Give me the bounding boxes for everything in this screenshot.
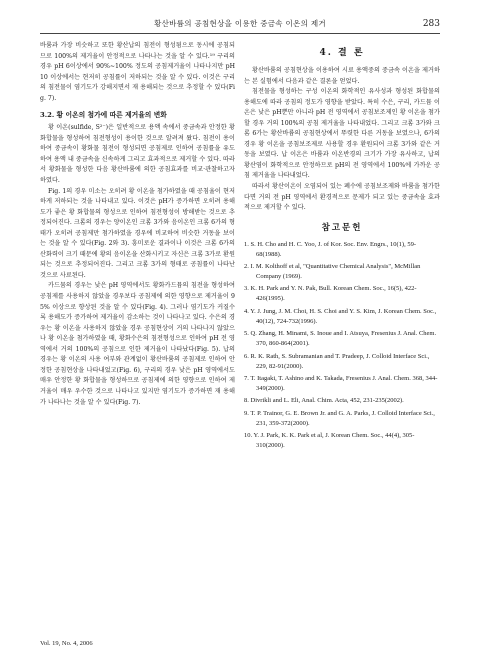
reference-item: 10. Y. J. Park, K. K. Park et al, J. Korean Chem. Soc., 44(4), 305-310(2000). — [244, 432, 415, 450]
reference-item: 9. T. P. Trainor, G. E. Brown Jr. and G. A. Parks, J. Colloid Interface Sci., 231, 359-372(2000). — [244, 409, 435, 427]
references-title: 참고문헌 — [321, 222, 363, 233]
reference-item: 1. S. H. Cho and H. C. Yoo, J. of Kor. Soc. Env. Engrs., 10(1), 59-68(1988). — [244, 240, 417, 258]
page-number: 283 — [422, 19, 440, 29]
reference-item: 2. I. M. Kolthoff et al, "Quantitative Chemical Analysis", McMillan Company (1969). — [244, 263, 421, 281]
right-column — [244, 41, 440, 454]
paragraph: 황산바륨의 공침현상을 이용하여 시료 용액중의 중금속 이온을 제거하는 본 실험에서 다음과 같은 결론을 얻었다. — [244, 67, 440, 85]
reference-item: 4. Y. J. Jung, J. M. Choi, H. S. Choi and Y. S. Kim, J. Korean Chem. Soc., 40(12), 724-732(1996). — [244, 307, 437, 325]
reference-item: 7. T. Itagaki, T. Ashino and K. Takada, Fresenius J. Anal. Chem. 368, 344-349(2000). — [244, 375, 438, 392]
footer-volume: Vol. 19, No. 4, 2006 — [40, 640, 93, 647]
subsection-title: 3.2. 황 이온의 첨가에 따른 제거율의 변화 — [40, 111, 167, 120]
section-title-conclusion: 4. 결 론 — [319, 48, 365, 58]
paragraph: Fig. 1의 경우 미소는 오히려 황 이온을 첨가하였을 때 공침율이 현저하게 저하되는 것을 나타내고 있다. 이것은 pH가 증가하면 오히려 용해도가 좋은 황 화합물의 형성으로 인하여 침전형성이 방해받는 것으로 추정되어진다. 크롬의 경우는 양이온인 크롬 3가와 음이온인 크롬 6가의 형태가 오히려 공침제만 첨가하였을 경우에 비교하여 비슷한 거동을 보이는 것을 알 수 있다(Fig. 2와 3). 흥미로운 결과이나 이것은 크롬 6가의 산화력이 크기 때문에 황의 음이온을 산화시키고 자신은 크롬 3가로 환원되는 것으로 추정되어진다. 그리고 크롬 3가의 형태로 공침률이 나타난 것으로 사료된다. — [40, 187, 235, 279]
header-rule — [40, 33, 440, 34]
paragraph: 카드뮴의 경우는 낮은 pH 영역에서도 황화카드뮴의 침전을 형성하여 공침제를 사용하지 않았을 경우보다 공침제에 의한 영향으로 제거율이 95% 이상으로 향상된 것을 알 수 있다(Fig. 4). 그러나 염기도가 커질수록 용해도가 증가하여 제거율이 감소하는 것이 나타나고 있다. 수은의 경우는 황 이온을 사용하지 않았을 경우 공침현상이 거의 나타나지 않았으나 황 이온을 첨가하였을 때, 황화수은의 침전형성으로 인하여 pH 전 영역에서 거의 100%의 공침으로 인한 제거율이 나타났다(Fig. 5). 납의 경우는 황 이온의 사용 여부와 관계없이 황산바륨의 공침제로 인하여 안정한 공침현상을 나타내었고(Fig. 6), 구리의 경우 낮은 pH 영역에서도 매우 안정한 황 화합물을 형성하므로 공침제에 의한 영향으로 인하여 제거율이 매우 우수한 것으로 나타나고 있지만 염기도가 증가하면 재 용해가 나타나는 것을 알 수 있다(Fig. 7). — [40, 282, 235, 406]
reference-list — [244, 240, 440, 452]
reference-item: 8. Divrikli and L. Eli, Anal. Chim. Acta, 452, 231-235(2002). — [244, 397, 404, 405]
reference-item: 5. Q. Zhang, H. Minami, S. Inoue and I. Atsuya, Fresenius J. Anal. Chem. 370, 860-864(2001). — [244, 330, 437, 348]
paragraph: 침전물을 형성하는 구성 이온의 화학적인 유사성과 형성된 화합물의 용해도에 따라 공침의 정도가 영향을 받았다. 특히 수은, 구리, 카드뮴 이온은 낮은 pH뿐만 아니라 pH 전 영역에서 공침보조제인 황 이온을 첨가할 경우 거의 100%의 공침 제거율을 나타내었다. 그리고 크롬 3가와 크롬 6가는 황산바륨의 공침현상에서 뚜렷한 다른 거동을 보였으나, 6가의 경우 황 이온을 공침보조제로 사용할 경우 환원되어 크롬 3가와 같은 거동을 보였다. 납 이온은 바륨과 이온반경의 크기가 가장 유사하고, 납의 황산염이 화학적으로 안정하므로 pH의 전 영역에서 100%에 가까운 공침 제거율을 나타내었다. — [244, 88, 440, 180]
reference-item: 3. K. H. Park and Y. N. Pak, Bull. Korean Chem. Soc., 16(5), 422-426(1995). — [244, 285, 417, 303]
running-title: 황산바륨의 공침현상을 이용한 중금속 이온의 제거 — [154, 19, 326, 28]
paragraph-continued: 바륨과 가장 비슷하고 또한 황산납의 침전이 형성됨으로 동시에 공침되므로 100%의 제거율이 안정적으로 나타나는 것을 알 수 있다.¹⁹ 구리의 경우 pH 6이상에서 90%~100% 정도의 공침제거율이 나타나지만 pH 10 이상에서는 현저히 공침률이 저하되는 것을 알 수 있다. 이것은 구리의 침전물이 염기도가 강해지면서 재 용해되는 것으로 추정할 수 있다(Fig. 7). — [40, 42, 235, 102]
reference-item: 6. R. K. Rath, S. Subramanian and T. Pradeep, J. Colloid Interface Sci., 229, 82-91(2000). — [244, 352, 430, 370]
paragraph: 황 이온(sulfide, S²⁻)은 일반적으로 용액 속에서 중금속과 안정한 황 화합물을 형성하여 침전형성이 용이한 것으로 알려져 왔다. 침전이 용이하여 중금속이 황화물 침전이 형성되면 공침제로 인하여 공침률을 유도하여 용액 내 중금속을 신속하게 그리고 효과적으로 제거할 수 있다. 따라서 황화물을 형성한 다음 황산바륨에 의한 공침효과를 비교·관찰하고자 하였다. — [40, 124, 235, 185]
running-header — [40, 18, 440, 34]
paragraph: 따라서 황산이온이 오염되어 있는 폐수에 공침보조제와 바륨을 첨가한다면 거의 전 pH 영역에서 환경적으로 문제가 되고 있는 중금속을 효과적으로 제거할 수 있다. — [244, 183, 440, 212]
left-column — [40, 41, 235, 408]
